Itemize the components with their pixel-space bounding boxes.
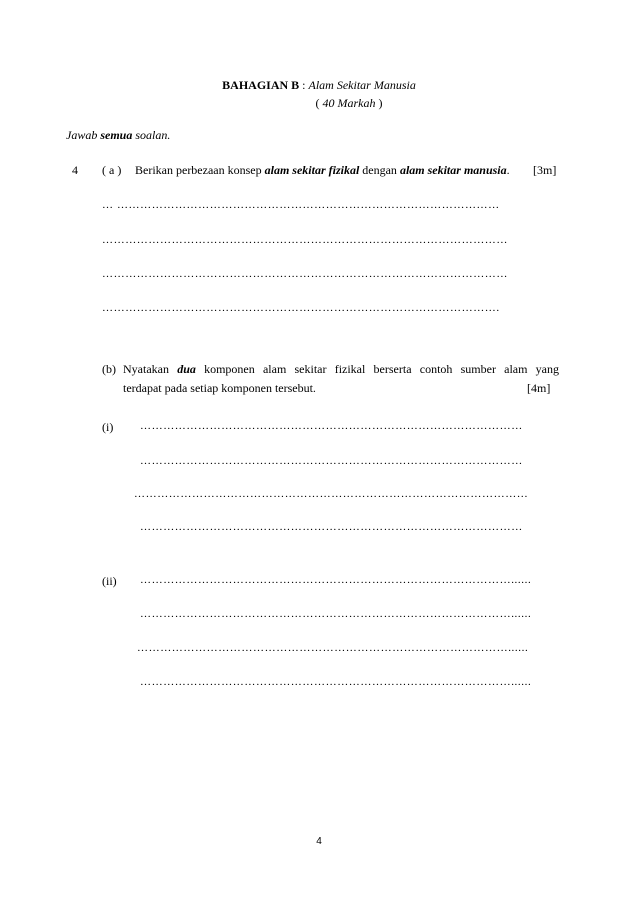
marks-close-paren: ) xyxy=(375,96,383,110)
question-number: 4 xyxy=(72,163,78,177)
instruction xyxy=(66,128,170,142)
question-b-text-line-2: terdapat pada setiap komponen tersebut. xyxy=(123,381,316,395)
page-number: 4 xyxy=(316,836,322,847)
answer-line[interactable]: ……………………………………………………………………………………...... xyxy=(140,608,532,620)
question-a-text-1: Berikan perbezaan konsep xyxy=(135,163,265,177)
sub-question-i-label: (i) xyxy=(102,420,114,434)
question-b-text-2: komponen alam sekitar fizikal berserta contoh sumber alam yang xyxy=(195,362,559,376)
answer-line[interactable]: ……………………………………………………………………………………...... xyxy=(137,642,529,654)
question-b-marks: [4m] xyxy=(527,381,551,395)
instruction-text-1: Jawab xyxy=(66,128,101,142)
answer-line[interactable]: ……………………………………………………………………………………… xyxy=(140,521,523,533)
answer-line[interactable]: … ……………………………………………………………………………………… xyxy=(102,199,500,211)
question-a-text-2: dengan xyxy=(359,163,400,177)
term-alam-sekitar-fizikal: alam sekitar fizikal xyxy=(264,163,360,177)
question-a-label: ( a ) xyxy=(102,163,122,177)
section-title: Alam Sekitar Manusia xyxy=(308,78,416,92)
answer-line[interactable]: ……………………………………………………………………………………… xyxy=(140,455,523,467)
question-a-text-3: . xyxy=(506,163,510,177)
section-separator: : xyxy=(299,78,309,92)
section-label: BAHAGIAN B xyxy=(222,78,300,92)
question-b-label: (b) xyxy=(102,362,116,376)
question-b-text-line-1 xyxy=(123,362,559,376)
answer-line[interactable]: …………………………………………………………………………………………… xyxy=(102,234,508,246)
answer-line[interactable]: …………………………………………………………………………………………… xyxy=(102,268,508,280)
question-a-marks: [3m] xyxy=(533,163,557,177)
section-heading xyxy=(0,78,638,92)
answer-line[interactable]: …………………………………………………………………………………………. xyxy=(102,302,500,314)
sub-question-ii-label: (ii) xyxy=(102,574,117,588)
term-alam-sekitar-manusia: alam sekitar manusia xyxy=(399,163,507,177)
answer-line[interactable]: ……………………………………………………………………………………… xyxy=(140,420,523,432)
instruction-text-2: soalan. xyxy=(132,128,171,142)
marks-total-text: 40 Markah xyxy=(322,96,376,110)
answer-line[interactable]: ……………………………………………………………………………………...... xyxy=(140,574,532,586)
answer-line[interactable]: ……………………………………………………………………………………...... xyxy=(140,676,532,688)
question-b-text-1: Nyatakan xyxy=(123,362,178,376)
marks-open-paren: ( xyxy=(315,96,323,110)
marks-total xyxy=(30,96,638,110)
answer-line[interactable]: ………………………………………………………………………………………… xyxy=(134,488,529,500)
instruction-emphasis: semua xyxy=(100,128,133,142)
question-b-emphasis: dua xyxy=(177,362,196,376)
question-a-text xyxy=(135,163,510,177)
